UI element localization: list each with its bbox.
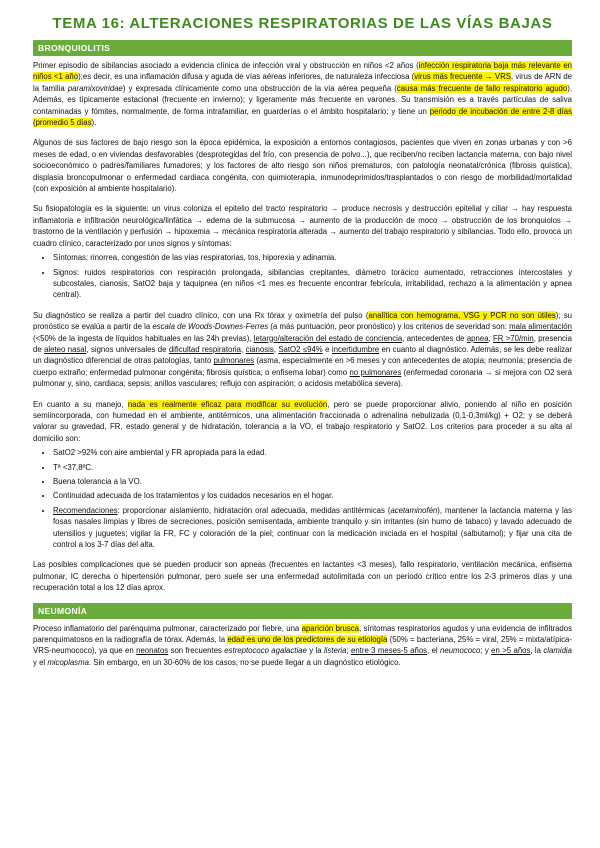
management-paragraph: En cuanto a su manejo, nada es realmente eficaz para modificar su evolución, pero se puede proporcionar alivio, poniendo al niño en posición semiincorporada, con humedad en el ambiente, antitérmicos, una alimentación fraccionada o adrenalina nebulizada (0,1-0,3ml/kg) + O2; y se deberá valorar su gravedad, FR, estado general y de hidratación, tolerancia a la VO, el trabajo respiratorio y SatO2. Los criterios para proceder a su alta al domicilio son: — [33, 399, 573, 443]
list-item: • Signos: ruidos respiratorios con respiración prolongada, sibilancias crepitantes, diámetro torácico aumentado, retracciones intercostales y subcostales, cianosis, SatO2 baja y taquipnea (en niños <1 mes es frecuente encontrar febrícula, irritabilidad, rechazo a la alimentación y apnea central). — [53, 267, 572, 301]
neumonia-definition: Proceso inflamatorio del parénquima pulmonar, caracterizado por fiebre, una aparición brusca, síntomas respiratorios agudos y una evidencia de infiltrados parenquimatosos en la radiografía de tórax. Además, la edad es uno de los predictores de su etiología (50% = bacteriana, 25% = viral, 25% = mixta/atípica-VRS-neumococo), ya que en neonatos son frecuentes estreptococo agalactiae y la listeria; entre 3 meses-5 años, el neumococo; y en >5 años, la clamidia y el micoplasma. Sin embargo, en un 30-60% de los casos, no se puede llegar a un diagnóstico etiológico. — [33, 623, 572, 667]
list-item: • SatO2 >92% con aire ambiental y FR apropiada para la edad. — [53, 447, 572, 458]
list-item: • Síntomas: rinorrea, congestión de las vías respiratorias, tos, hiporexia y adinamia. — [53, 252, 572, 263]
list-item: • Buena tolerancia a la VO. — [53, 476, 572, 487]
list-item: • Tª <37,8ºC. — [53, 462, 572, 473]
list-item: • Recomendaciones: proporcionar aislamiento, hidratación oral adecuada, medidas antitérmicas (acetaminofén), mantener la lactancia materna y las fosas nasales limpias y libres de secreciones, posición semisentada, ambiente tranquilo y sin irritantes (sin humo de tabaco) y lavado adecuado de utensilios y juguetes; vigilar la FR, FC y coloración de la piel; continuar con la medicación iniciada en el hospital (salbutamol); y fijar una cita de control a los 3-7 días del alta. — [53, 505, 572, 551]
diagnosis-paragraph: Su diagnóstico se realiza a partir del cuadro clínico, con una Rx tórax y oximetría del pulso (analítica con hemograma, VSG y PCR no son útiles); su pronóstico se evalúa a partir de la escala de Woods-Downes-Ferres (a más puntuación, peor pronóstico) y los criterios de severidad son: mala alimentación (<50% de la ingesta de líquidos habituales en las 24h previas), letargo/alteración del estado de conciencia, antecedentes de apnea, FR >70/min, presencia de aleteo nasal, signos universales de dificultad respiratoria, cianosis, SatO2 ≤94% e incertidumbre en cuanto al diagnóstico. Además, se les debe realizar un diagnóstico diferencial de otras patologías, tanto pulmonares (asma, especialmente en >6 meses y con antecedentes de atopia; neumonía; presencia de cuerpo extraño; enfermedad pulmonar congénita; fibrosis quística; o enfisema lobar) como no pulmonares (enfermedad coronaria → si mejora con O2 será pulmonar y, sino, cardiaca; sepsis; anillos vasculares; reflujo con aspiración; o acidosis metabólica severa). — [33, 310, 572, 389]
bronquiolitis-definition: Primer episodio de sibilancias asociado a evidencia clínica de infección viral y obstrucción en niños <2 años (infección respiratoria baja más relevante en niños <1 año);es decir, es una inflamación difusa y aguda de vías aéreas inferiores, de naturaleza infecciosa (virus más frecuente → VRS, virus de ARN de la familia paramixoviridae) y expresada clínicamente como una obstrucción de la vía aérea pequeña (causa más frecuente de fallo respiratorio agudo). Además, es típicamente estacional (frecuente en invierno); y ligeramente más frecuente en varones. Su transmisión es a través partículas de saliva contaminadas y fómites, normalmente, de forma intrafamiliar, en guarderías o el ámbito hospitalario; y tiene un periodo de incubación de entre 2-8 días (promedio 5 días). — [33, 61, 573, 128]
risk-factors-paragraph: Algunos de sus factores de bajo riesgo son la época epidémica, la exposición a entornos contagiosos, pacientes que viven en zonas urbanas y con >6 meses de edad, o en viviendas desfavorables (desprotegidas del frío, con presencia de polvo...), que reciben/no reciben lactancia materna, con bajo nivel socioeconómico o padres/familiares fumadores; y los factores de alto riesgo son niños prematuros, con patología neonatal/crónica (fibrosis quística), displasia broncopulmonar o enfermedad cardiaca congénita, con quimioterapia, inmunodeprimidos/trasplantados o con riesgo de morbilidad/mortalidad (con exposición al ambiente hospitalario). — [33, 138, 572, 194]
symptoms-list — [33, 252, 572, 301]
complications-paragraph: Las posibles complicaciones que se pueden producir son apneas (frecuentes en lactantes <3 meses), fallo respiratorio, ventilación mecánica, enfisema pulmonar, IC derecha o hipertensión pulmonar, pero suele ser una enfermedad autolimitada con un periodo crítico entre los 2-3 primeros días y una recuperación total a los 12 días aprox. — [33, 560, 572, 593]
page-title: TEMA 16: ALTERACIONES RESPIRATORIAS DE LAS VÍAS BAJAS — [52, 15, 553, 32]
discharge-criteria-list — [33, 447, 572, 550]
pathophysiology-paragraph: Su fisiopatología es la siguiente: un virus coloniza el epitelio del tracto respiratorio → produce necrosis y destrucción epitelial y ciliar → hay respuesta inflamatoria e infiltración neurológica/linfática → edema de la submucosa → aumento de la producción de moco → obstrucción de los bronquiolos → trastorno de la ventilación y perfusión → hipoxemia → mecánica respiratoria alterada → aumento del trabajo respiratorio y sibilancias. Todo ello, provoca un cuadro clínico, caracterizado por unos signos y síntomas: — [33, 204, 572, 248]
section-header-bronquiolitis: BRONQUIOLITIS — [33, 40, 572, 56]
section-header-neumonia: NEUMONÍA — [33, 603, 572, 619]
list-item: • Continuidad adecuada de los tratamientos y los cuidados necesarios en el hogar. — [53, 490, 572, 501]
